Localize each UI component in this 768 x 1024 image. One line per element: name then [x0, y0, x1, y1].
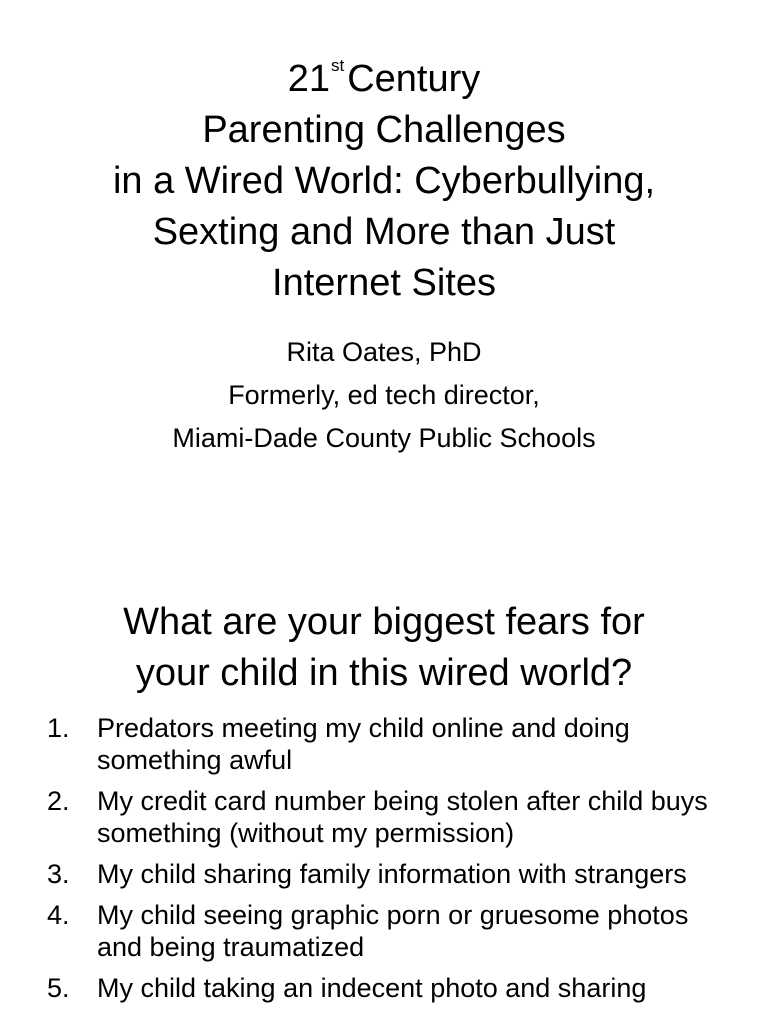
question-line-1: What are your biggest fears for	[123, 601, 645, 643]
list-item-number: 4.	[47, 900, 70, 930]
presentation-title	[0, 54, 768, 309]
list-item-number: 1.	[47, 713, 70, 743]
title-line-1	[0, 54, 768, 105]
list-item-text: My child seeing graphic porn or gruesome photos and being traumatized	[97, 900, 689, 962]
question-heading	[0, 597, 768, 699]
list-item-number: 2.	[47, 786, 70, 816]
list-item	[0, 712, 768, 776]
question-line-2: your child in this wired world?	[135, 652, 633, 694]
presenter-info	[0, 331, 768, 460]
list-item	[0, 785, 768, 849]
list-item-number: 5.	[47, 973, 70, 1003]
list-item-number: 3.	[47, 859, 70, 889]
list-item	[0, 972, 768, 1004]
author-role: Formerly, ed tech director,	[228, 380, 540, 410]
title-number: 21	[287, 58, 330, 100]
list-item	[0, 858, 768, 890]
fears-list	[0, 712, 768, 1013]
title-ordinal-suffix: st	[330, 56, 345, 75]
list-item-text: Predators meeting my child online and doing something awful	[97, 713, 630, 775]
question-slide	[0, 560, 768, 1024]
list-item-text: My child taking an indecent photo and sharing	[97, 973, 647, 1003]
title-line-2: Parenting Challenges	[202, 109, 566, 151]
author-name: Rita Oates, PhD	[286, 337, 482, 367]
title-line-4: Sexting and More than Just	[152, 211, 616, 253]
list-item-text: My child sharing family information with strangers	[97, 859, 687, 889]
author-organization: Miami-Dade County Public Schools	[172, 423, 596, 453]
title-line-3: in a Wired World: Cyberbullying,	[112, 160, 656, 202]
list-item-text: My credit card number being stolen after child buys something (without my permission)	[97, 786, 708, 848]
title-line-5: Internet Sites	[272, 262, 496, 304]
list-item	[0, 899, 768, 963]
title-century-word: Century	[347, 58, 481, 100]
